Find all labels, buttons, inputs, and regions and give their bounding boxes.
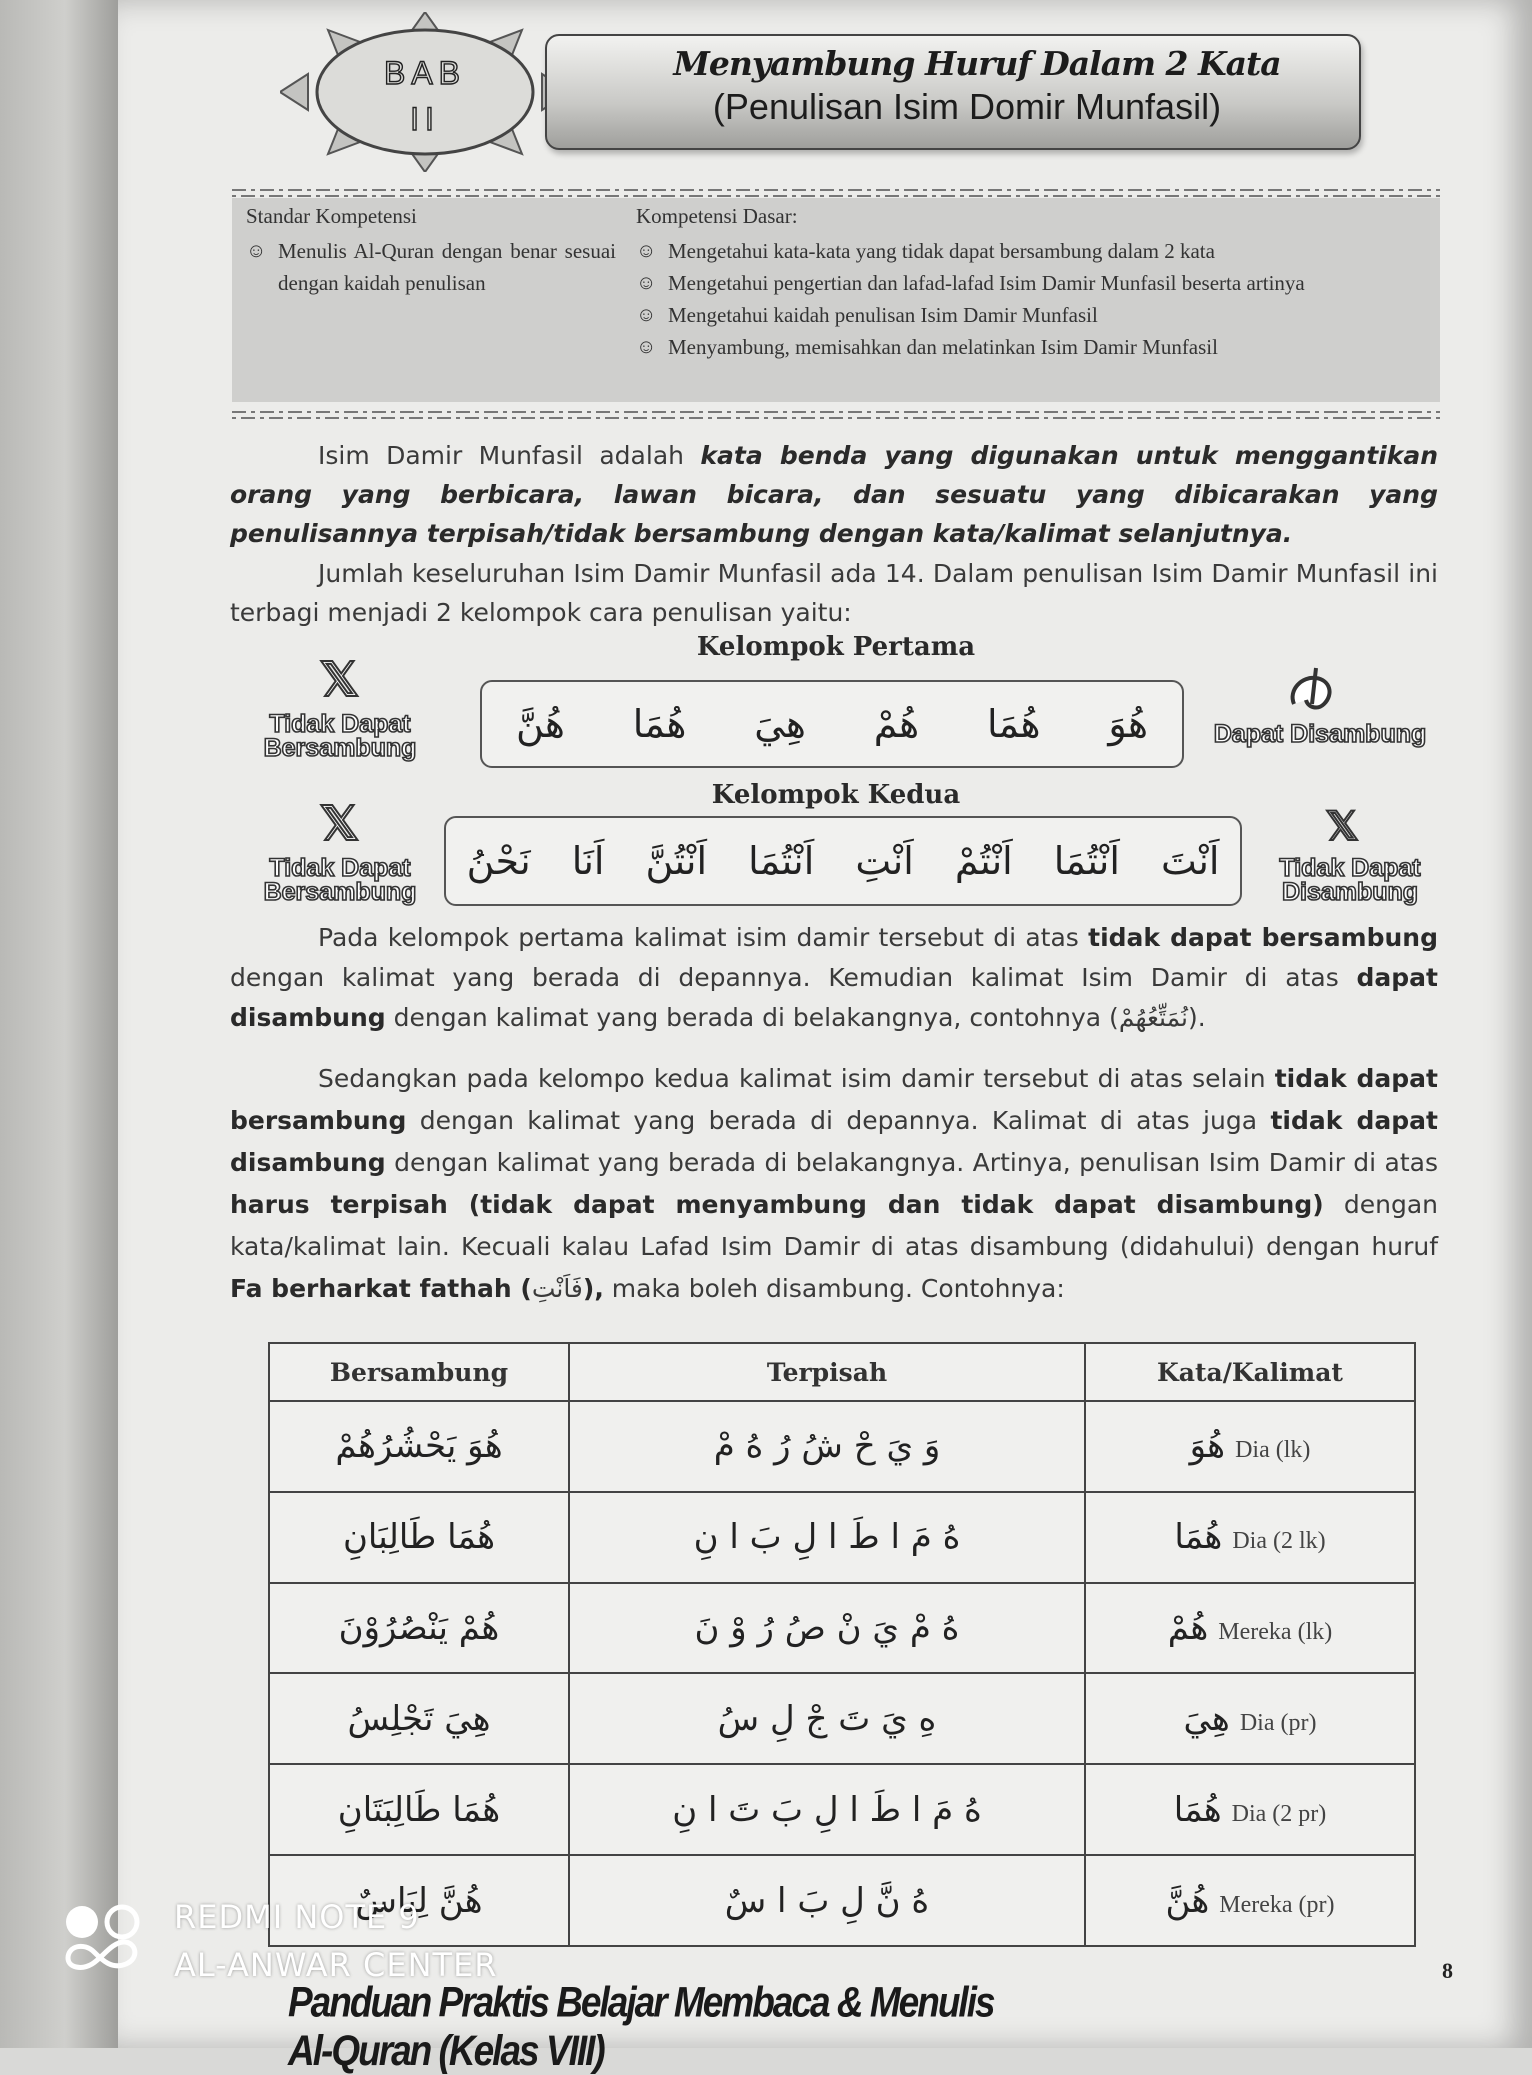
separated-cell: هُ مَ ا طَ ا لِ بَ تَ ا نِ: [569, 1764, 1085, 1855]
x-mark-icon: 𝕏: [320, 796, 359, 852]
smiley-icon: ☺: [636, 240, 657, 262]
pronoun-word: اَنْتُمَا: [748, 839, 815, 883]
pronoun-word: اَنْتَ: [1161, 839, 1220, 883]
pronoun-word: اَنْتُنَّ: [645, 839, 708, 883]
word-cell: هُنَّ Mereka (pr): [1085, 1855, 1415, 1946]
basic-item: ☺ Menyambung, memisahkan dan melatinkan Isim Damir Munfasil: [636, 331, 1426, 363]
group1-title: Kelompok Pertama: [696, 632, 976, 662]
separated-cell: هُ نَّ لِ بَ ا سٌ: [569, 1855, 1085, 1946]
table-row: [269, 1583, 1415, 1674]
smiley-icon: ☺: [246, 240, 267, 262]
smiley-icon: ☺: [636, 304, 657, 326]
basic-item: ☺ Mengetahui kaidah penulisan Isim Damir Munfasil: [636, 299, 1426, 331]
pronoun-word: اَنْتُمَا: [1053, 839, 1120, 883]
pronoun-word: هِيَ: [754, 702, 806, 746]
chapter-subtitle: (Penulisan Isim Domir Munfasil): [712, 86, 1222, 127]
pronoun-word: هُمْ: [873, 702, 920, 746]
word-cell: هُوَ Dia (lk): [1085, 1401, 1415, 1492]
camera-logo-icon: [62, 1902, 146, 1978]
example-arabic: فَاَنْتِ: [531, 1274, 583, 1303]
separated-cell: هِ يَ تَ جْ لِ سُ: [569, 1673, 1085, 1764]
standard-competency: [246, 204, 616, 299]
joined-cell: هُمْ يَنْصُرُوْنَ: [269, 1583, 569, 1674]
smiley-icon: ☺: [636, 272, 657, 294]
group2-right-label: Tidak Dapat Disambung: [1279, 854, 1421, 906]
chapter-title-banner: [545, 34, 1361, 150]
column-header: Kata/Kalimat: [1085, 1343, 1415, 1401]
group2-explanation: Sedangkan pada kelompo kedua kalimat isim damir tersebut di atas selain tidak dapat bersambung dengan kalimat yang berada di depannya. Kalimat di atas juga tidak dapat disambung dengan kalimat yang berada di belakangnya. Artinya, penulisan Isim Damir di atas harus terpisah (tidak dapat menyambung dan tidak dapat disambung) dengan kata/kalimat lain. Kecuali kalau Lafad Isim Damir di atas disambung (didahului) dengan huruf Fa berharkat fathah (فَاَنْتِ), maka boleh disambung. Contohnya:: [230, 1064, 1439, 1303]
group2-left-label: Tidak Dapat Bersambung: [263, 854, 417, 906]
joined-cell: هُنَّ لِبَاسٌ: [269, 1855, 569, 1946]
separated-cell: وَ يَ حْ شُ رُ هُ مْ: [569, 1401, 1085, 1492]
table-row: [269, 1764, 1415, 1855]
basic-competency: [636, 204, 1426, 363]
word-cell: هِيَ Dia (pr): [1085, 1673, 1415, 1764]
chapter-emblem: [280, 12, 570, 172]
table-row: [269, 1673, 1415, 1764]
check-mark-icon: [1284, 664, 1344, 716]
count-paragraph: Jumlah keseluruhan Isim Damir Munfasil ada 14. Dalam penulisan Isim Damir Munfasil ini terbagi menjadi 2 kelompok cara penulisan yaitu:: [230, 559, 1438, 627]
chapter-number: II: [410, 101, 440, 137]
watermark-device: REDMI NOTE 9: [174, 1898, 420, 1936]
group2-title: Kelompok Kedua: [711, 780, 961, 810]
pronoun-word: نَحْنُ: [466, 839, 531, 883]
camera-watermark: [62, 1898, 542, 2008]
watermark-owner: AL-ANWAR CENTER: [174, 1946, 498, 1984]
smiley-icon: ☺: [636, 336, 657, 358]
book-spine: [0, 0, 118, 2048]
definition-text: kata benda yang digunakan untuk menggantikan orang yang berbicara, lawan bicara, dan sesuatu yang dibicarakan yang penulisannya terpisah/tidak bersambung dengan kata/kalimat selanjutnya.: [230, 441, 1439, 548]
group1-word-box: [480, 680, 1184, 768]
group1-explanation: Pada kelompok pertama kalimat isim damir tersebut di atas tidak dapat bersambung dengan kalimat yang berada di depannya. Kemudian kalimat Isim Damir di atas dapat disambung dengan kalimat yang berada di belakangnya, contohnya (نُمَتِّعُهُمْ).: [230, 923, 1438, 1032]
group1-left-label: Tidak Dapat Bersambung: [263, 710, 417, 762]
pronoun-word: اَنَا: [571, 839, 605, 883]
page-number: 8: [1442, 1958, 1453, 1983]
chapter-title: Menyambung Huruf Dalam 2 Kata: [673, 44, 1281, 83]
standard-heading: Standar Kompetensi: [246, 204, 417, 228]
group2-word-box: [444, 816, 1242, 906]
basic-heading: Kompetensi Dasar:: [636, 204, 798, 228]
basic-item: ☺ Mengetahui pengertian dan lafad-lafad Isim Damir Munfasil beserta artinya: [636, 267, 1426, 299]
joined-cell: هِيَ تَجْلِسُ: [269, 1673, 569, 1764]
table-row: [269, 1401, 1415, 1492]
standard-item: ☺ Menulis Al-Quran dengan benar sesuai dengan kaidah penulisan: [246, 235, 616, 299]
basic-item: ☺ Mengetahui kata-kata yang tidak dapat bersambung dalam 2 kata: [636, 235, 1426, 267]
bottom-dashed-divider: [232, 408, 1440, 422]
examples-table: [268, 1342, 1416, 1947]
group1-right-label: Dapat Disambung: [1213, 720, 1427, 748]
x-mark-icon: 𝕏: [1326, 804, 1359, 850]
chapter-label: BAB: [383, 55, 467, 91]
table-header-row: [269, 1343, 1415, 1401]
pronoun-word: اَنْتِ: [855, 839, 914, 883]
pronoun-word: هُمَا: [986, 702, 1041, 746]
joined-cell: هُمَا طَالِبَتَانِ: [269, 1764, 569, 1855]
pronoun-word: هُوَ: [1108, 702, 1149, 746]
x-mark-icon: 𝕏: [320, 652, 359, 708]
separated-cell: هُ مَ ا طَ ا لِ بَ ا نِ: [569, 1492, 1085, 1583]
definition-paragraph: Isim Damir Munfasil adalah kata benda yang digunakan untuk menggantikan orang yang berbicara, lawan bicara, dan sesuatu yang dibicarakan yang penulisannya terpisah/tidak bersambung dengan kata/kalimat selanjutnya.: [230, 441, 1439, 548]
example-arabic: نُمَتِّعُهُمْ: [1118, 1003, 1188, 1032]
column-header: Terpisah: [569, 1343, 1085, 1401]
joined-cell: هُمَا طَالِبَانِ: [269, 1492, 569, 1583]
joined-cell: هُوَ يَحْشُرُهُمْ: [269, 1401, 569, 1492]
competency-box: [232, 198, 1440, 402]
pronoun-word: اَنْتُمْ: [954, 839, 1013, 883]
word-cell: هُمَا Dia (2 lk): [1085, 1492, 1415, 1583]
separated-cell: هُ مْ يَ نْ صُ رُ وْ نَ: [569, 1583, 1085, 1674]
pronoun-word: هُنَّ: [515, 702, 565, 746]
book-title-footer: Panduan Praktis Belajar Membaca & Menulis Al-Quran (Kelas VIII): [288, 1978, 994, 2075]
word-cell: هُمَا Dia (2 pr): [1085, 1764, 1415, 1855]
word-cell: هُمْ Mereka (lk): [1085, 1583, 1415, 1674]
table-row: [269, 1492, 1415, 1583]
pronoun-word: هُمَا: [632, 702, 687, 746]
column-header: Bersambung: [269, 1343, 569, 1401]
